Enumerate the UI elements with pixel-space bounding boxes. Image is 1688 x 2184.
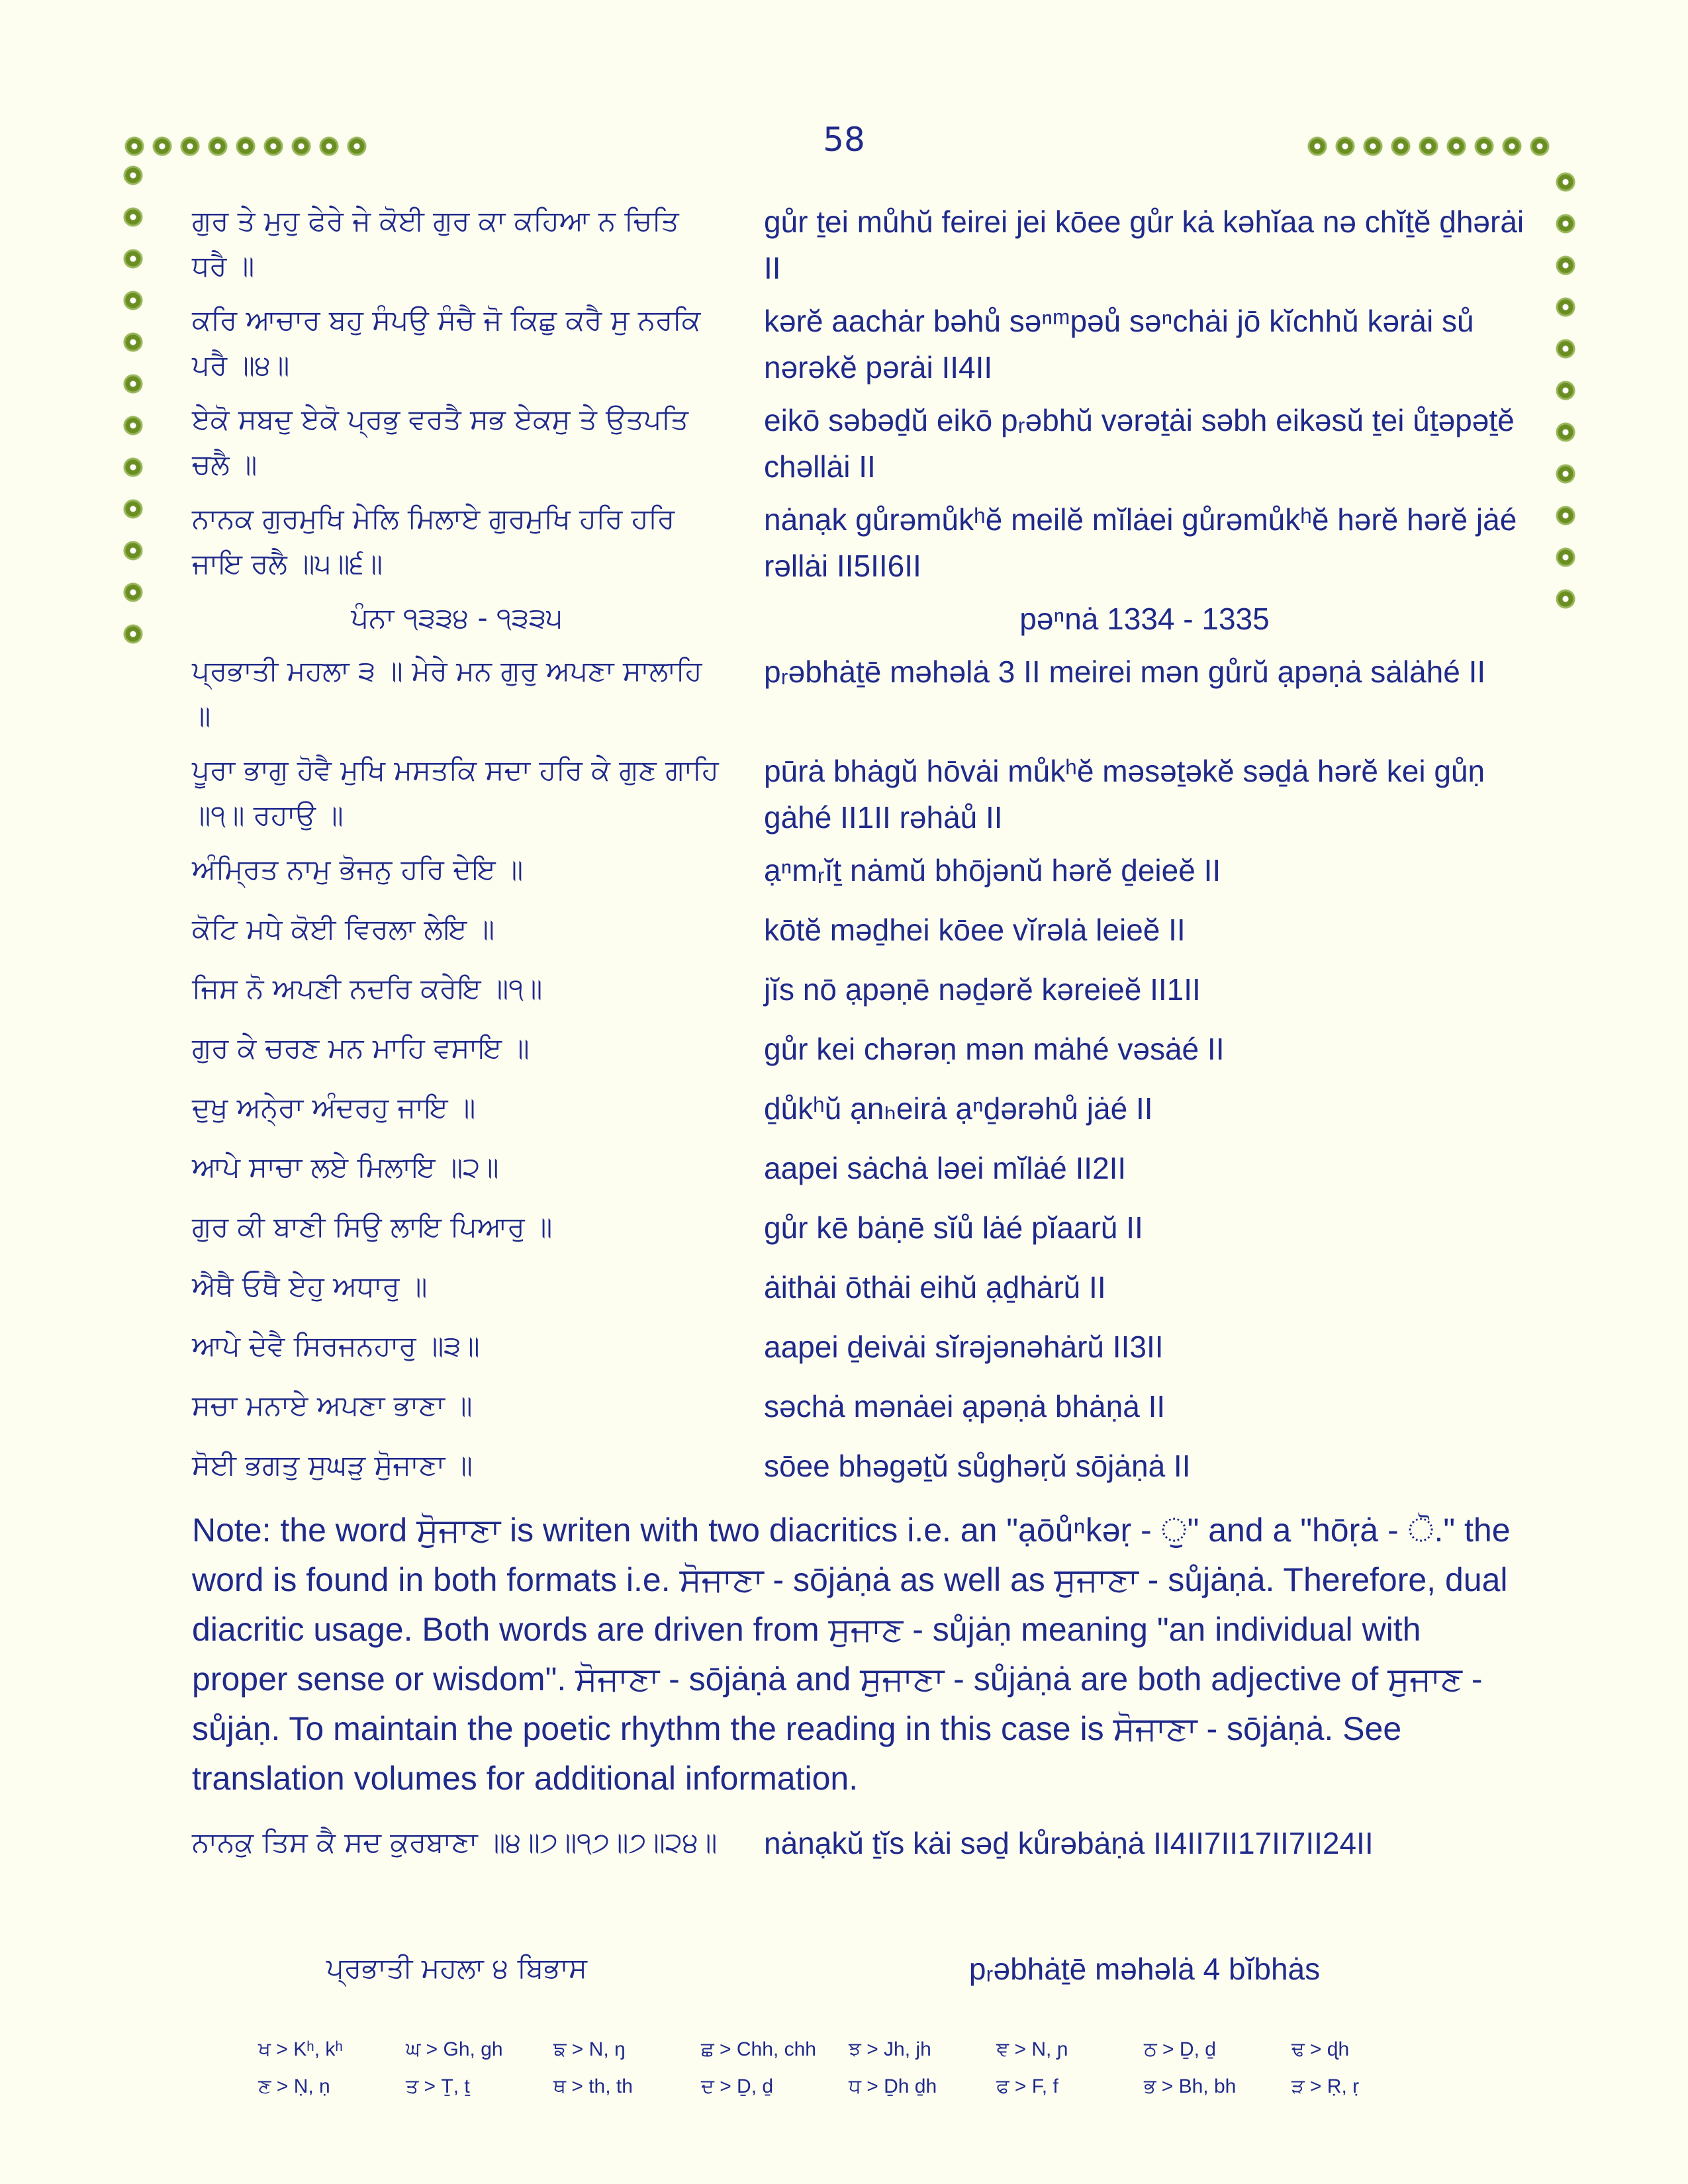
gurmukhi-line: ਸੋਈ ਭਗਤੁ ਸੁਘੜੁ ਸੋੁਜਾਣਾ ॥: [192, 1449, 473, 1481]
flower-ornament-icon: [1391, 136, 1411, 156]
flower-ornament-icon: [1307, 136, 1327, 156]
transliteration-line: gůr kē bȧṇē sĭů lȧé pĭaarŭ II: [764, 1210, 1143, 1245]
gurmukhi-line: ਜਿਸ ਨੋ ਅਪਣੀ ਨਦਰਿ ਕਰੇਇ ॥੧॥: [192, 972, 543, 1005]
verse-row: [192, 748, 1523, 847]
verse-row: [192, 1443, 1523, 1502]
flower-ornament-icon: [347, 136, 367, 156]
legend-entry: ਢ > ɖh: [1291, 2038, 1350, 2060]
flower-ornament-icon: [123, 457, 143, 477]
legend-entry: ਫ > F, f: [996, 2075, 1058, 2097]
flower-ornament-icon: [1556, 339, 1575, 359]
page-reference-gurmukhi: ਪੰਨਾ ੧੩੩੪ - ੧੩੩੫: [351, 602, 563, 634]
verse-row: [192, 1085, 1523, 1145]
flower-ornament-icon: [1363, 136, 1383, 156]
flower-ornament-icon: [208, 136, 228, 156]
flower-ornament-icon: [319, 136, 339, 156]
closing-section: [192, 1820, 1523, 1999]
closing-verse-row: [192, 1820, 1523, 1946]
flower-ornament-icon: [1556, 547, 1575, 567]
border-top-left: [124, 136, 375, 163]
gurmukhi-line: ਕਰਿ ਆਚਾਰ ਬਹੁ ਸੰਪਉ ਸੰਚੈ ਜੋ ਕਿਛੁ ਕਰੈ ਸੁ ਨਰਕਿ ਪਰੈ ॥੪॥: [192, 304, 701, 381]
transliteration-line: ȧithȧi ōthȧi eihŭ ạḏhȧrŭ II: [764, 1270, 1106, 1304]
flower-ornament-icon: [1556, 214, 1575, 234]
legend-entry: ਝ > Jh, jh: [849, 2038, 931, 2060]
flower-ornament-icon: [123, 582, 143, 602]
flower-ornament-icon: [236, 136, 256, 156]
verse-row: [192, 1205, 1523, 1264]
verse-row: [192, 496, 1523, 596]
verse-row: [192, 1264, 1523, 1324]
gurmukhi-line: ਨਾਨਕ ਗੁਰਮੁਖਿ ਮੇਲਿ ਮਿਲਾਏ ਗੁਰਮੁਖਿ ਹਰਿ ਹਰਿ ਜਾਇ ਰਲੈ ॥੫॥੬॥: [192, 502, 675, 580]
transliteration-line: sōee bhəgəṯŭ sůghəṛŭ sōjȧṇȧ II: [764, 1449, 1191, 1483]
verse-row: [192, 199, 1523, 298]
flower-ornament-icon: [1446, 136, 1466, 156]
gurmukhi-line: ਗੁਰ ਕੇ ਚਰਣ ਮਨ ਮਾਹਿ ਵਸਾਇ ॥: [192, 1032, 530, 1064]
legend-entry: ਞ > N, ɲ: [996, 2038, 1068, 2060]
legend-entry: ਧ > Ḏh ḏh: [849, 2075, 937, 2097]
flower-ornament-icon: [1556, 506, 1575, 525]
flower-ornament-icon: [263, 136, 283, 156]
page-reference-translit: pəⁿnȧ 1334 - 1335: [1019, 602, 1270, 636]
verse-row: [192, 1026, 1523, 1085]
verse-row: [192, 1383, 1523, 1443]
flower-ornament-icon: [180, 136, 200, 156]
flower-ornament-icon: [1556, 422, 1575, 442]
verse-row: [192, 1145, 1523, 1205]
transliteration-line: nȧnạk gůrəmůkʰĕ meilĕ mĭlȧei gůrəmůkʰĕ hərĕ hərĕ jȧé rəllȧi II5II6II: [764, 502, 1517, 583]
legend-entry: ਙ > N, ŋ: [553, 2038, 626, 2060]
legend-row: [258, 2075, 1450, 2113]
transliteration-line: gůr ṯei můhŭ feirei jei kōee gůr kȧ kəhĭaa nə chĭṯĕ ḏhərȧi II: [764, 205, 1524, 285]
gurmukhi-line: ਐਥੈ ਓਥੈ ਏਹੁ ਅਧਾਰੁ ॥: [192, 1270, 428, 1302]
closing-translit: nȧnạkŭ ṯĭs kȧi səḏ kůrəbȧṇȧ II4II7II17II7II24II: [764, 1826, 1374, 1860]
flower-ornament-icon: [152, 136, 172, 156]
legend-entry: ਘ > Gh, gh: [406, 2038, 503, 2060]
flower-ornament-icon: [124, 136, 144, 156]
gurmukhi-line: ਆਪੇ ਦੇਵੈ ਸਿਰਜਨਹਾਰੁ ॥੩॥: [192, 1330, 480, 1362]
transliteration-line: jĭs nō ạpəṇē nəḏərĕ kəreieĕ II1II: [764, 972, 1201, 1007]
gurmukhi-line: ਅੰਮ੍ਰਿਤ ਨਾਮੁ ਭੋਜਨੁ ਹਰਿ ਦੇਇ ॥: [192, 853, 524, 886]
border-top-right: [1307, 136, 1558, 163]
flower-ornament-icon: [123, 165, 143, 185]
transliteration-line: eikō səbəḏŭ eikō pᵣəbhŭ vərəṯȧi səbh eikəsŭ ṯei ůṯəpəṯĕ chəllȧi II: [764, 403, 1515, 484]
flower-ornament-icon: [1419, 136, 1438, 156]
flower-ornament-icon: [1556, 172, 1575, 192]
gurmukhi-line: ਦੁਖੁ ਅਨੇ੍ਰਾ ਅੰਦਰਹੁ ਜਾਇ ॥: [192, 1091, 476, 1124]
page-number: 58: [823, 120, 865, 159]
gurmukhi-line: ਕੋਟਿ ਮਧੇ ਕੋਈ ਵਿਰਲਾ ਲੇਇ ॥: [192, 913, 495, 945]
gurmukhi-line: ਸਚਾ ਮਨਾਏ ਅਪਣਾ ਭਾਣਾ ॥: [192, 1389, 473, 1422]
border-left: [123, 165, 150, 666]
next-shabad-heading: [192, 1946, 1523, 1999]
legend-entry: ਭ > Bh, bh: [1144, 2075, 1237, 2097]
verse-row: [192, 907, 1523, 966]
transliteration-line: ạⁿmᵣĭṯ nȧmŭ bhōjənŭ hərĕ ḏeieĕ II: [764, 853, 1221, 887]
flower-ornament-icon: [123, 499, 143, 519]
flower-ornament-icon: [1530, 136, 1550, 156]
legend-entry: ਛ > Chh, chh: [701, 2038, 816, 2060]
flower-ornament-icon: [1556, 297, 1575, 317]
closing-gurmukhi: ਨਾਨਕੁ ਤਿਸ ਕੈ ਸਦ ਕੁਰਬਾਣਾ ॥੪॥੭॥੧੭॥੭॥੨੪॥: [192, 1826, 718, 1858]
flower-ornament-icon: [123, 249, 143, 269]
flower-ornament-icon: [123, 374, 143, 394]
flower-ornament-icon: [123, 291, 143, 310]
next-heading-gurmukhi: ਪ੍ਰਭਾਤੀ ਮਹਲਾ ੪ ਬਿਭਾਸ: [326, 1952, 587, 1984]
border-right: [1556, 172, 1582, 631]
flower-ornament-icon: [123, 541, 143, 561]
gurmukhi-line: ਪੂਰਾ ਭਾਗੁ ਹੋਵੈ ਮੁਖਿ ਮਸਤਕਿ ਸਦਾ ਹਰਿ ਕੇ ਗੁਣ ਗਾਹਿ ॥੧॥ ਰਹਾਉ ॥: [192, 754, 719, 831]
transliteration-line: pᵣəbhȧṯē məhəlȧ 3 II meirei mən gůrŭ ạpəṇȧ sȧlȧhé II: [764, 655, 1486, 689]
legend-entry: ਤ > Ṯ, ṯ: [406, 2075, 470, 2097]
page-reference-heading: [192, 596, 1523, 649]
legend-entry: ਥ > th, th: [553, 2075, 633, 2097]
transliteration-line: aapei sȧchȧ ləei mĭlȧé II2II: [764, 1151, 1127, 1185]
legend-entry: ਣ > Ṇ, ṇ: [258, 2075, 330, 2097]
transliteration-legend: [258, 2038, 1450, 2113]
flower-ornament-icon: [123, 624, 143, 644]
flower-ornament-icon: [1335, 136, 1355, 156]
gurmukhi-line: ਪ੍ਰਭਾਤੀ ਮਹਲਾ ੩ ॥ ਮੇਰੇ ਮਨ ਗੁਰੁ ਅਪਣਾ ਸਾਲਾਹਿ ॥: [192, 655, 702, 732]
verse-row: [192, 1324, 1523, 1383]
flower-ornament-icon: [291, 136, 311, 156]
verse-table: [192, 199, 1523, 1502]
flower-ornament-icon: [123, 332, 143, 352]
transliteration-line: kōtĕ məḏhei kōee vĭrəlȧ leieĕ II: [764, 913, 1186, 947]
flower-ornament-icon: [1502, 136, 1522, 156]
gurmukhi-line: ਗੁਰ ਤੇ ਮੁਹੁ ਫੇਰੇ ਜੇ ਕੋਈ ਗੁਰ ਕਾ ਕਹਿਆ ਨ ਚਿਤਿ ਧਰੈ ॥: [192, 205, 679, 282]
flower-ornament-icon: [1474, 136, 1494, 156]
legend-entry: ੜ > Ṛ, ṛ: [1291, 2075, 1360, 2097]
transliteration-line: ḏůkʰŭ ạnₕeirȧ ạⁿḏərəhů jȧé II: [764, 1091, 1153, 1126]
transliteration-line: aapei ḏeivȧi sĭrəjənəhȧrŭ II3II: [764, 1330, 1164, 1364]
flower-ornament-icon: [1556, 589, 1575, 609]
transliteration-line: səchȧ mənȧei ạpəṇȧ bhȧṇȧ II: [764, 1389, 1166, 1424]
gurmukhi-line: ਏਕੋ ਸਬਦੁ ਏਕੋ ਪ੍ਰਭੁ ਵਰਤੈ ਸਭ ਏਕਸੁ ਤੇ ਉਤਪਤਿ ਚਲੈ ॥: [192, 403, 688, 480]
flower-ornament-icon: [123, 207, 143, 227]
transliteration-line: gůr kei chərəṇ mən mȧhé vəsȧé II: [764, 1032, 1225, 1066]
transliteration-line: kərĕ aachȧr bəhů səⁿᵐpəů səⁿchȧi jō kĭchhŭ kərȧi sů nərəkĕ pərȧi II4II: [764, 304, 1474, 385]
legend-row: [258, 2038, 1450, 2075]
verse-row: [192, 847, 1523, 907]
verse-row: [192, 397, 1523, 496]
gurmukhi-line: ਗੁਰ ਕੀ ਬਾਣੀ ਸਿਉ ਲਾਇ ਪਿਆਰੁ ॥: [192, 1210, 553, 1243]
verse-row: [192, 298, 1523, 397]
verse-row: [192, 649, 1523, 748]
legend-entry: ਠ > Ḏ, ḏ: [1144, 2038, 1216, 2060]
legend-entry: ਦ > Ḏ, ḏ: [701, 2075, 774, 2097]
transliteration-line: pūrȧ bhȧgŭ hōvȧi můkʰĕ məsəṯəkĕ səḏȧ hərĕ kei gůṇ gȧhé II1II rəhȧů II: [764, 754, 1485, 835]
gurmukhi-line: ਆਪੇ ਸਾਚਾ ਲਏ ਮਿਲਾਇ ॥੨॥: [192, 1151, 499, 1183]
diacritic-note: Note: the word ਸੋੁਜਾਣਾ is writen with two diacritics i.e. an "ạōůⁿkəṛ - ੁ" and a "hōṛȧ - ੋ." the word is found in both formats i.e. ਸੋਜਾਣਾ - sōjȧṇȧ as well as ਸੁਜਾਣਾ - sůjȧṇȧ. Therefore, dual diacritic usage. Both words are driven from ਸੁਜਾਣ - sůjȧṇ meaning "an individual with proper sense or wisdom". ਸੋਜਾਣਾ - sōjȧṇȧ and ਸੁਜਾਣਾ - sůjȧṇȧ are both adjective of ਸੁਜਾਣ - sůjȧṇ. To maintain the poetic rhythm the reading in this case is ਸੋਜਾਣਾ - sōjȧṇȧ. See translation volumes for additional information.: [192, 1512, 1511, 1797]
flower-ornament-icon: [1556, 464, 1575, 484]
verse-row: [192, 966, 1523, 1026]
next-heading-translit: pᵣəbhȧṯē məhəlȧ 4 bĭbhȧs: [968, 1952, 1321, 1986]
flower-ornament-icon: [123, 416, 143, 435]
legend-entry: ਖ > Kʰ, kʰ: [258, 2038, 343, 2060]
flower-ornament-icon: [1556, 381, 1575, 400]
flower-ornament-icon: [1556, 255, 1575, 275]
